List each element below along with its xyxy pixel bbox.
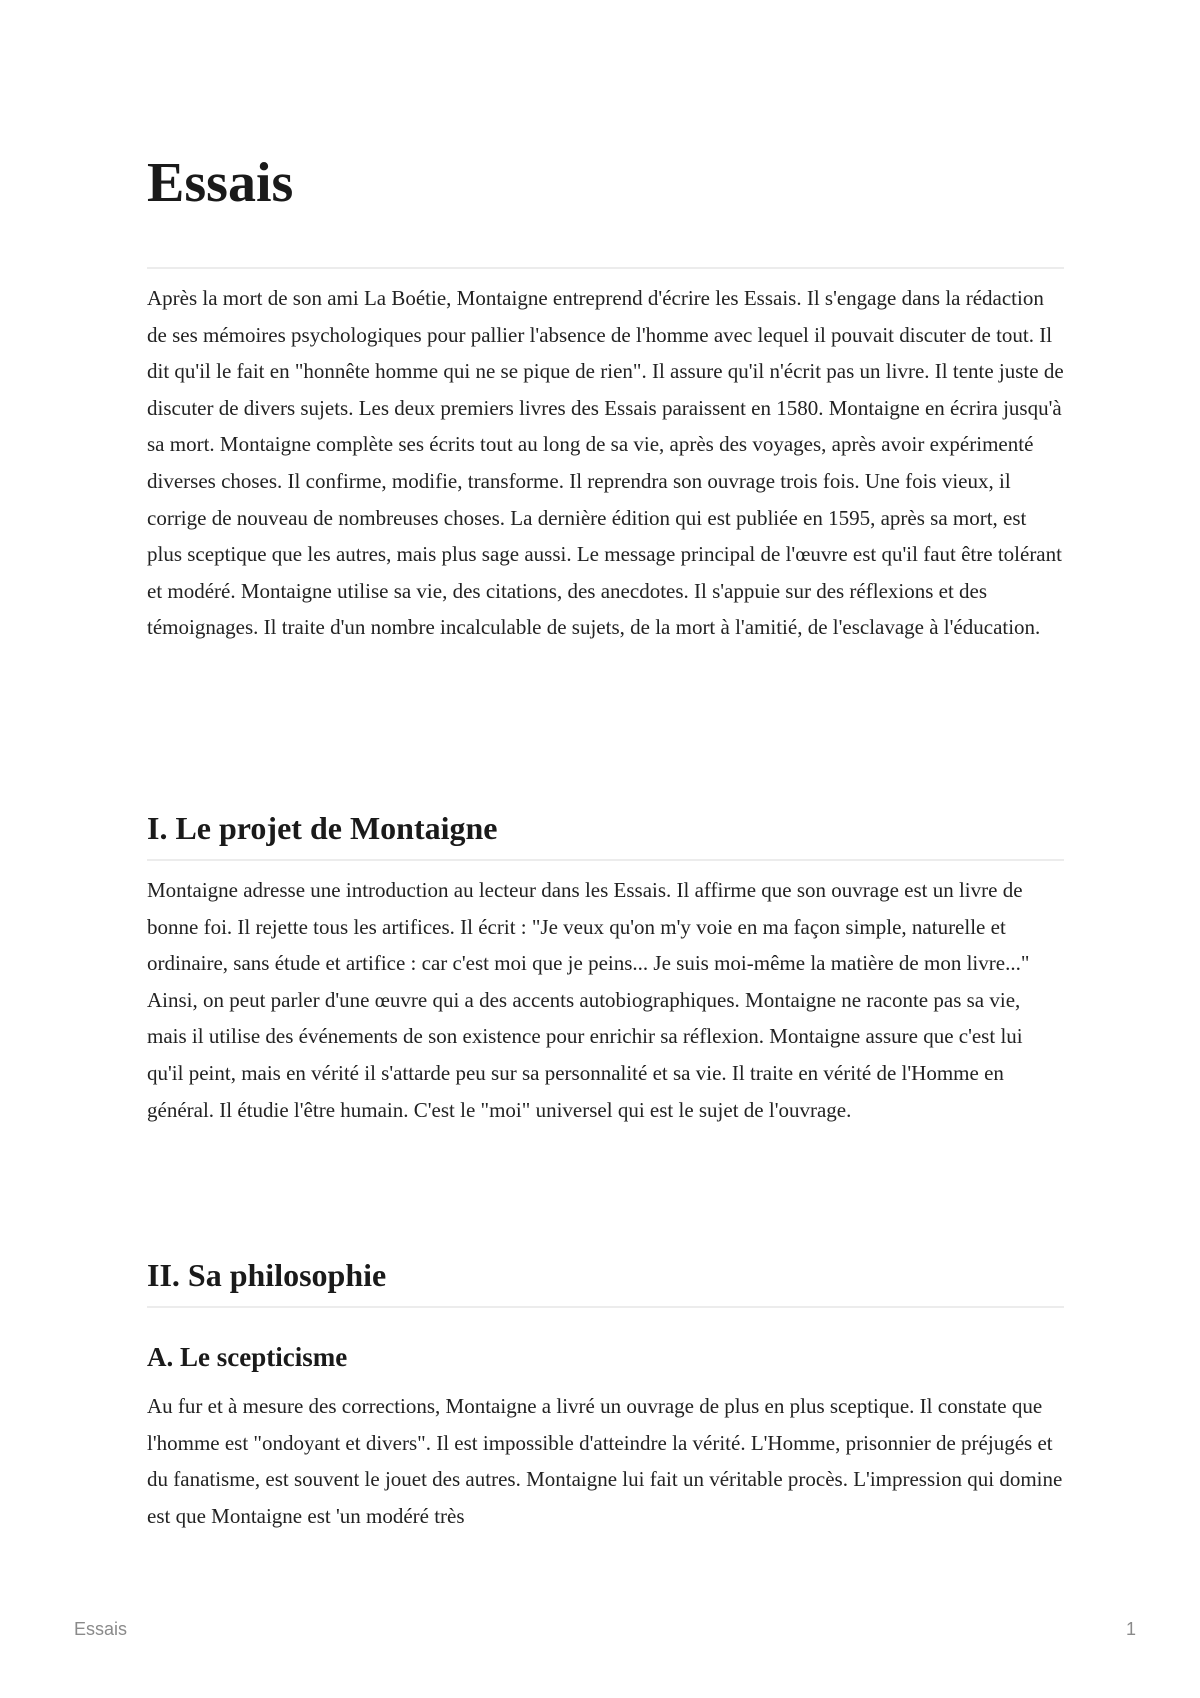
subsection-heading-scepticisme: A. Le scepticisme bbox=[147, 1342, 348, 1372]
section-divider-projet bbox=[147, 859, 1064, 861]
title-divider bbox=[147, 267, 1064, 269]
document-title: Essais bbox=[147, 152, 294, 214]
intro-paragraph: Après la mort de son ami La Boétie, Montaigne entreprend d'écrire les Essais. Il s'engage dans la rédaction de ses mémoires psychologiques pour pallier l'absence de l'homme avec lequel il pouvait discuter de tout. Il dit qu'il le fait en "honnête homme qui ne se pique de rien". Il assure qu'il n'écrit pas un livre. Il tente juste de discuter de divers sujets. Les deux premiers livres des Essais paraissent en 1580. Montaigne en écrira jusqu'à sa mort. Montaigne complète ses écrits tout au long de sa vie, après des voyages, après avoir expérimenté diverses choses. Il confirme, modifie, transforme. Il reprendra son ouvrage trois fois. Une fois vieux, il corrige de nouveau de nombreuses choses. La dernière édition qui est publiée en 1595, après sa mort, est plus sceptique que les autres, mais plus sage aussi. Le message principal de l'œuvre est qu'il faut être tolérant et modéré. Montaigne utilise sa vie, des citations, des anecdotes. Il s'appuie sur des réflexions et des témoignages. Il traite d'un nombre incalculable de sujets, de la mort à l'amitié, de l'esclavage à l'éducation. bbox=[147, 286, 1064, 640]
section-heading-philosophie: II. Sa philosophie bbox=[147, 1257, 387, 1293]
section-heading-projet: I. Le projet de Montaigne bbox=[147, 810, 498, 846]
page-number: 1 bbox=[1125, 1619, 1136, 1639]
section-divider-philosophie bbox=[147, 1306, 1064, 1308]
footer-title: Essais bbox=[74, 1619, 128, 1639]
subsection-paragraph-scepticisme: Au fur et à mesure des corrections, Montaigne a livré un ouvrage de plus en plus sceptique. Il constate que l'homme est "ondoyant et divers". Il est impossible d'atteindre la vérité. L'Homme, prisonnier de préjugés et du fanatisme, est souvent le jouet des autres. Montaigne lui fait un véritable procès. L'impression qui domine est que Montaigne est 'un modéré très bbox=[147, 1394, 1063, 1528]
section-paragraph-projet: Montaigne adresse une introduction au lecteur dans les Essais. Il affirme que son ouvrage est un livre de bonne foi. Il rejette tous les artifices. Il écrit : "Je veux qu'on m'y voie en ma façon simple, naturelle et ordinaire, sans étude et artifice : car c'est moi que je peins... Je suis moi-même la matière de mon livre..." Ainsi, on peut parler d'une œuvre qui a des accents autobiographiques. Montaigne ne raconte pas sa vie, mais il utilise des événements de son existence pour enrichir sa réflexion. Montaigne assure que c'est lui qu'il peint, mais en vérité il s'attarde peu sur sa personnalité et sa vie. Il traite en vérité de l'Homme en général. Il étudie l'être humain. C'est le "moi" universel qui est le sujet de l'ouvrage. bbox=[147, 878, 1030, 1122]
